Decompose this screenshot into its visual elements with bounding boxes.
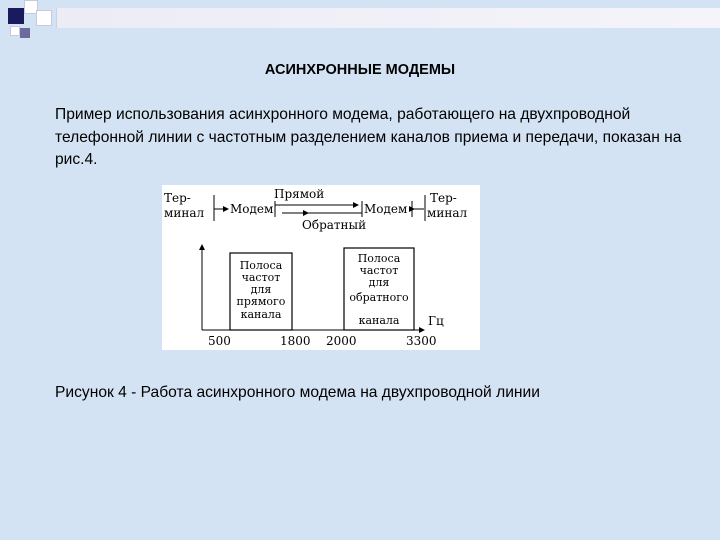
band-direct-line: прямого	[236, 295, 286, 308]
band-reverse-line: канала	[358, 314, 400, 327]
band-reverse-line: частот	[359, 264, 399, 277]
deco-square-dark	[8, 8, 24, 24]
terminal-right-label-2: минал	[427, 206, 468, 220]
band-reverse-line: Полоса	[357, 252, 401, 265]
band-reverse-line: для	[368, 276, 390, 289]
band-direct-line: Полоса	[239, 259, 283, 272]
modem-right-label: Модем	[364, 202, 408, 216]
diagram-svg	[162, 185, 480, 350]
unit-label: Гц	[428, 314, 444, 328]
band-direct-text	[237, 259, 286, 321]
deco-stripe	[56, 8, 720, 28]
tick-label: 2000	[326, 334, 357, 348]
direct-label: Прямой	[274, 187, 325, 201]
deco-square-mid	[20, 28, 30, 38]
band-reverse-text	[349, 252, 409, 327]
band-direct-line: для	[250, 283, 272, 296]
terminal-left-label-2: минал	[164, 206, 205, 220]
band-reverse-line: обратного	[349, 291, 409, 304]
slide-paragraph: Пример использования асинхронного модема, работающего на двухпроводной телефонной линии с частотным разделением каналов приема и передачи, показан на рис.4.	[55, 106, 682, 168]
deco-square-light	[36, 10, 52, 26]
figure-caption: Рисунок 4 - Работа асинхронного модема на двухпроводной линии	[55, 384, 540, 401]
band-direct-line: частот	[241, 271, 281, 284]
tick-label: 3300	[406, 334, 437, 348]
deco-square-light	[10, 26, 20, 36]
tick-label: 1800	[280, 334, 311, 348]
terminal-right-label-1: Тер-	[430, 191, 457, 205]
band-direct-line: канала	[240, 308, 282, 321]
tick-label: 500	[208, 334, 231, 348]
terminal-left-label-1: Тер-	[164, 191, 191, 205]
modem-left-label: Модем	[230, 202, 274, 216]
modem-diagram	[162, 185, 480, 350]
slide-title: АСИНХРОННЫЕ МОДЕМЫ	[264, 62, 456, 78]
reverse-label: Обратный	[302, 218, 367, 232]
